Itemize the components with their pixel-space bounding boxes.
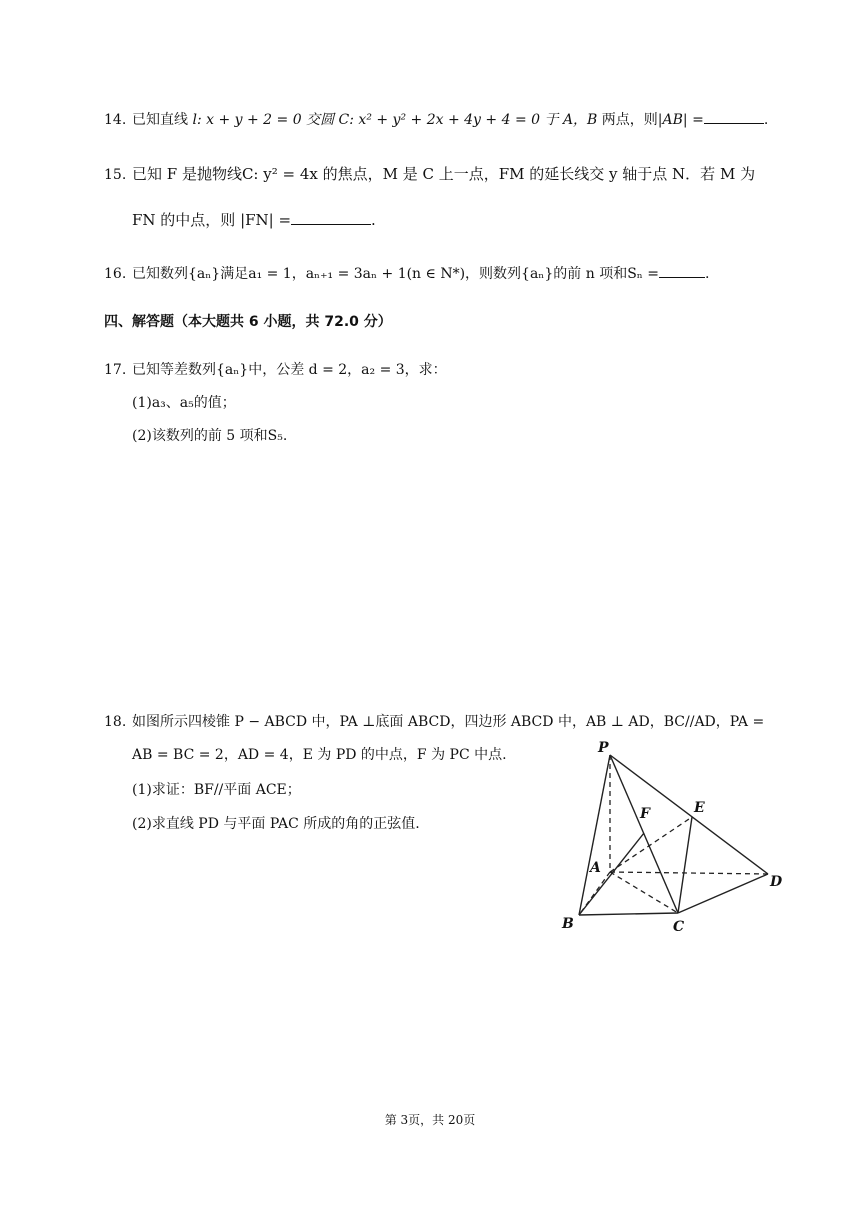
problem-number: 15. [104,167,127,183]
segment-BF [579,833,644,915]
edge-PB [579,755,610,915]
label-E: E [694,800,705,816]
section-heading: 四、解答题（本大题共 6 小题，共 72.0 分） [104,314,392,330]
problem-16: 16. 已知数列{aₙ}满足a₁ = 1，aₙ₊₁ = 3aₙ + 1(n ∈ N*)，则数列{aₙ}的前 n 项和Sₙ = . [104,266,710,282]
segment-AE [610,817,692,872]
problem-17-part-1: (1)a₃、a₅的值； [132,395,236,411]
edge-BC [579,913,678,915]
problem-18-line-2: AB = BC = 2，AD = 4，E 为 PD 的中点，F 为 PC 中点. [132,747,507,763]
problem-14: 14. 已知直线 l: x + y + 2 = 0 交圆 C: x² + y² + 2x + 4y + 4 = 0 于 A，B 两点，则|AB| = . [104,112,769,128]
problem-17-part-2: (2)该数列的前 5 项和S₅. [132,428,288,444]
answer-blank [659,265,705,278]
problem-17-stem: 17. 已知等差数列{aₙ}中，公差 d = 2，a₂ = 3，求： [104,362,447,378]
problem-18-part-2: (2)求直线 PD 与平面 PAC 所成的角的正弦值. [132,816,420,832]
label-D: D [770,874,783,890]
problem-18-part-1: (1)求证：BF//平面 ACE； [132,782,301,798]
edge-AD [610,872,768,874]
problem-number: 18. [104,714,127,730]
segment-AC [610,872,678,913]
answer-blank [704,111,764,124]
problem-number: 16. [104,266,127,282]
problem-number: 14. [104,112,127,128]
label-C: C [673,919,685,935]
pyramid-figure [555,735,795,940]
problem-number: 17. [104,362,127,378]
answer-blank [291,212,371,225]
problem-15-line-2: FN 的中点，则 |FN| = . [132,211,376,229]
problem-18-line-1: 18. 如图所示四棱锥 P − ABCD 中，PA ⊥底面 ABCD，四边形 ABCD 中，AB ⊥ AD，BC//AD，PA = [104,714,765,730]
edge-CD [678,874,768,913]
problem-15-line-1: 15. 已知 F 是抛物线C: y² = 4x 的焦点，M 是 C 上一点，FM 的延长线交 y 轴于点 N．若 M 为 [104,165,756,183]
page-footer: 第 3页，共 20页 [384,1113,476,1127]
segment-EC [678,817,692,913]
label-F: F [640,806,650,822]
label-P: P [598,740,609,756]
label-A: A [590,860,601,876]
label-B: B [562,916,574,932]
